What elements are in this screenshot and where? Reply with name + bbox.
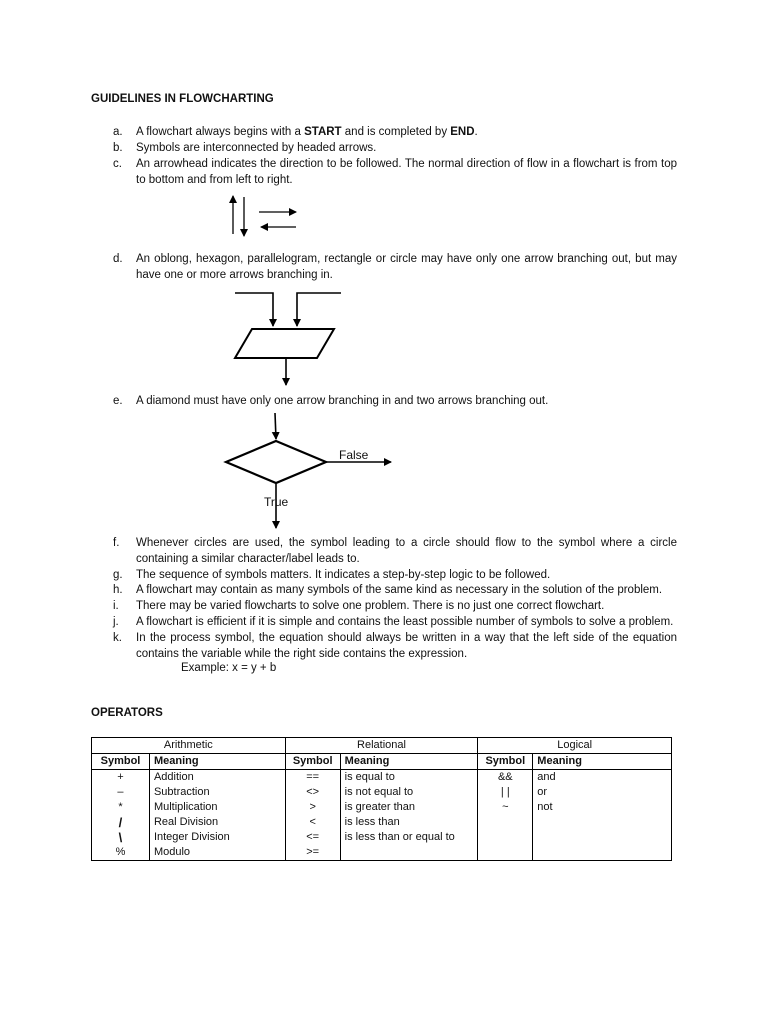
item-text: The sequence of symbols matters. It indicates a step-by-step logic to be followed.	[136, 569, 551, 581]
diamond-input-arrow	[275, 413, 276, 439]
item-label: c.	[113, 158, 122, 170]
table-row	[92, 800, 672, 815]
logic-meaning	[533, 845, 672, 861]
logic-meaning: and	[533, 770, 672, 786]
operators-title: OPERATORS	[91, 707, 163, 719]
logic-symbol	[478, 815, 533, 830]
rel-meaning: is greater than	[340, 800, 478, 815]
arith-meaning: Modulo	[149, 845, 285, 861]
logic-symbol	[478, 845, 533, 861]
rel-meaning: is not equal to	[340, 785, 478, 800]
col-symbol: Symbol	[92, 754, 150, 770]
rel-meaning: is equal to	[340, 770, 478, 786]
item-text: In the process symbol, the equation should always be written in a way that the left side of the equation contains the variable while the right side contains the expression.	[136, 632, 677, 660]
table-row	[92, 770, 672, 786]
group-header-logical: Logical	[478, 738, 672, 754]
list-item	[113, 582, 677, 598]
group-header-relational: Relational	[285, 738, 478, 754]
group-header-arithmetic: Arithmetic	[92, 738, 286, 754]
item-text: A flowchart may contain as many symbols of the same kind as necessary in the solution of the problem.	[136, 584, 663, 596]
rel-meaning: is less than	[340, 815, 478, 830]
rel-symbol: <	[285, 815, 340, 830]
item-text: There may be varied flowcharts to solve one problem. There is no just one correct flowchart.	[136, 600, 605, 612]
item-label: e.	[113, 395, 123, 407]
arith-meaning: Integer Division	[149, 830, 285, 845]
item-label: g.	[113, 569, 123, 581]
table-row	[92, 845, 672, 861]
logic-symbol	[478, 830, 533, 845]
arith-meaning: Subtraction	[149, 785, 285, 800]
operators-table	[91, 737, 672, 861]
logic-meaning: or	[533, 785, 672, 800]
diamond-diagram	[226, 413, 391, 528]
logic-meaning: not	[533, 800, 672, 815]
item-text: A diamond must have only one arrow branching in and two arrows branching out.	[136, 395, 549, 407]
arith-meaning: Multiplication	[149, 800, 285, 815]
rel-meaning	[340, 845, 478, 861]
logic-meaning	[533, 830, 672, 845]
arith-symbol: /	[92, 815, 150, 830]
arith-symbol: \	[92, 830, 150, 845]
col-meaning: Meaning	[533, 754, 672, 770]
col-symbol: Symbol	[478, 754, 533, 770]
arith-symbol: +	[92, 770, 150, 786]
item-label: j.	[113, 616, 119, 628]
col-meaning: Meaning	[340, 754, 478, 770]
arith-symbol: –	[92, 785, 150, 800]
logic-symbol: &&	[478, 770, 533, 786]
list-item	[113, 630, 677, 662]
rel-symbol: >	[285, 800, 340, 815]
table-row	[92, 785, 672, 800]
rel-meaning: is less than or equal to	[340, 830, 478, 845]
item-label: a.	[113, 126, 123, 138]
item-label: h.	[113, 584, 123, 596]
arith-symbol: *	[92, 800, 150, 815]
list-item	[113, 567, 677, 583]
col-meaning: Meaning	[149, 754, 285, 770]
example-equation: Example: x = y + b	[181, 662, 277, 674]
arith-symbol: %	[92, 845, 150, 861]
table-row	[92, 830, 672, 845]
parallelogram-diagram	[235, 293, 341, 385]
item-text: Symbols are interconnected by headed arrows.	[136, 142, 377, 154]
item-text: An arrowhead indicates the direction to be followed. The normal direction of flow in a flowchart is from top to bottom and from left to right.	[136, 158, 677, 186]
logic-symbol: ~	[478, 800, 533, 815]
item-label: d.	[113, 253, 123, 265]
parallelogram-symbol	[235, 329, 334, 358]
item-label: b.	[113, 142, 123, 154]
item-label: k.	[113, 632, 122, 644]
input-arrow-left	[235, 293, 273, 326]
table-row	[92, 815, 672, 830]
logic-meaning	[533, 815, 672, 830]
item-text: A flowchart always begins with a START and is completed by END.	[136, 126, 478, 138]
item-text: An oblong, hexagon, parallelogram, rectangle or circle may have only one arrow branching out, but may have one or more arrows branching in.	[136, 253, 677, 281]
direction-arrows-diagram	[233, 196, 296, 236]
rel-symbol: <=	[285, 830, 340, 845]
page-title: GUIDELINES IN FLOWCHARTING	[91, 93, 274, 105]
item-text: Whenever circles are used, the symbol leading to a circle should flow to the symbol where a circle containing a similar character/label leads to.	[136, 537, 677, 565]
item-text: A flowchart is efficient if it is simple and contains the least possible number of symbols to solve a problem.	[136, 616, 674, 628]
col-symbol: Symbol	[285, 754, 340, 770]
item-label: f.	[113, 537, 120, 549]
list-item	[113, 614, 677, 630]
arith-meaning: Addition	[149, 770, 285, 786]
item-label: i.	[113, 600, 119, 612]
rel-symbol: <>	[285, 785, 340, 800]
arith-meaning: Real Division	[149, 815, 285, 830]
false-label: False	[339, 448, 369, 462]
list-item	[113, 598, 677, 614]
rel-symbol: ==	[285, 770, 340, 786]
rel-symbol: >=	[285, 845, 340, 861]
input-arrow-right	[297, 293, 341, 326]
logic-symbol: | |	[478, 785, 533, 800]
true-label: True	[264, 495, 289, 509]
diamond-symbol	[226, 441, 326, 483]
